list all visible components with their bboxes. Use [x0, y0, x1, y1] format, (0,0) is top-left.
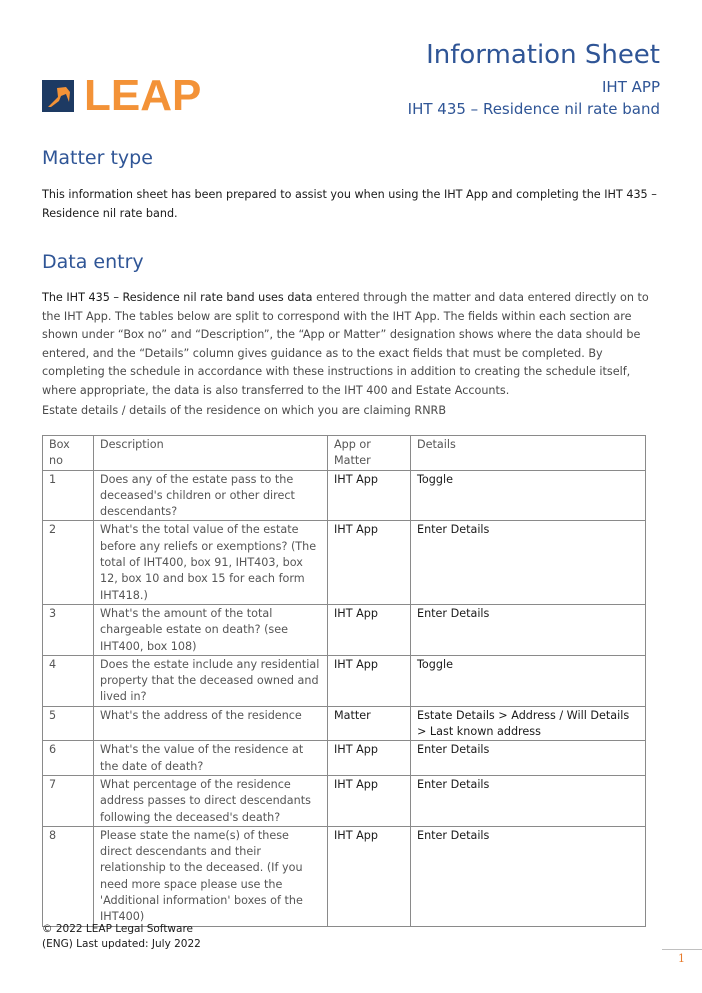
leap-logo — [42, 71, 202, 120]
estate-details-table — [42, 435, 646, 927]
app-or-matter: IHT App — [328, 741, 411, 776]
description: What's the address of the residence — [94, 706, 328, 741]
data-entry-body-lead: The IHT 435 – Residence nil rate band uses data — [42, 291, 313, 304]
description: Please state the name(s) of these direct descendants and their relationship to the deceased. (If you need more space please use the 'Additional information' boxes of the IHT400) — [94, 826, 328, 926]
table-row — [43, 604, 646, 655]
table-row — [43, 775, 646, 826]
details: Toggle — [411, 655, 646, 706]
page-subtitle-app: IHT APP — [602, 78, 660, 96]
matter-type-heading: Matter type — [42, 147, 153, 169]
box-no: 3 — [43, 604, 94, 655]
header-box-no: Box no — [43, 436, 94, 471]
box-no: 7 — [43, 775, 94, 826]
document-header — [408, 38, 660, 120]
app-or-matter: IHT App — [328, 470, 411, 521]
table-row — [43, 470, 646, 521]
table-row — [43, 706, 646, 741]
app-or-matter: IHT App — [328, 521, 411, 604]
logo-wordmark: LEAP — [84, 71, 202, 120]
description: What's the total value of the estate before any reliefs or exemptions? (The total of IHT400, box 91, IHT403, box 12, box 10 and box 15 for each form IHT418.) — [94, 521, 328, 604]
box-no: 2 — [43, 521, 94, 604]
description: Does the estate include any residential property that the deceased owned and lived in? — [94, 655, 328, 706]
app-or-matter: IHT App — [328, 604, 411, 655]
data-entry-body-rest: entered through the matter and data entered directly on to the IHT App. The tables below are split to correspond with the IHT App. The fields within each section are shown under “Box no” and “Description”, the “App or Matter” designation shows where the data should be entered, and the “Details” column gives guidance as to the exact fields that must be completed. By completing the schedule in accordance with these instructions in addition to creating the schedule itself, where appropriate, the data is also transferred to the IHT 400 and Estate Accounts. — [42, 291, 649, 397]
table-caption: Estate details / details of the residence on which you are claiming RNRB — [42, 404, 447, 417]
box-no: 6 — [43, 741, 94, 776]
page-number: 1 — [678, 952, 685, 965]
description: What percentage of the residence address passes to direct descendants following the deceased's death? — [94, 775, 328, 826]
page-number-divider — [662, 949, 702, 950]
table-row — [43, 826, 646, 926]
header-description: Description — [94, 436, 328, 471]
matter-type-body: This information sheet has been prepared to assist you when using the IHT App and completing the IHT 435 – Residence nil rate band. — [42, 188, 657, 220]
details: Enter Details — [411, 775, 646, 826]
details: Toggle — [411, 470, 646, 521]
box-no: 5 — [43, 706, 94, 741]
app-or-matter: IHT App — [328, 826, 411, 926]
table-row — [43, 655, 646, 706]
description: Does any of the estate pass to the deceased's children or other direct descendants? — [94, 470, 328, 521]
description: What's the value of the residence at the date of death? — [94, 741, 328, 776]
data-entry-body — [42, 289, 662, 400]
page-subtitle-form: IHT 435 – Residence nil rate band — [407, 100, 660, 118]
data-entry-heading: Data entry — [42, 251, 144, 273]
footer-copyright: © 2022 LEAP Legal Software — [42, 923, 193, 935]
table-row — [43, 741, 646, 776]
leap-mark-icon — [42, 80, 74, 112]
box-no: 4 — [43, 655, 94, 706]
table-row — [43, 521, 646, 604]
details: Estate Details > Address / Will Details > Last known address — [411, 706, 646, 741]
description: What's the amount of the total chargeable estate on death? (see IHT400, box 108) — [94, 604, 328, 655]
details: Enter Details — [411, 741, 646, 776]
app-or-matter: IHT App — [328, 655, 411, 706]
footer-last-updated: (ENG) Last updated: July 2022 — [42, 938, 201, 950]
details: Enter Details — [411, 521, 646, 604]
footer — [42, 922, 201, 952]
app-or-matter: Matter — [328, 706, 411, 741]
details: Enter Details — [411, 604, 646, 655]
page-title: Information Sheet — [426, 40, 660, 70]
header-details: Details — [411, 436, 646, 471]
box-no: 8 — [43, 826, 94, 926]
app-or-matter: IHT App — [328, 775, 411, 826]
details: Enter Details — [411, 826, 646, 926]
box-no: 1 — [43, 470, 94, 521]
table-header-row — [43, 436, 646, 471]
header-app-or-matter: App or Matter — [328, 436, 411, 471]
